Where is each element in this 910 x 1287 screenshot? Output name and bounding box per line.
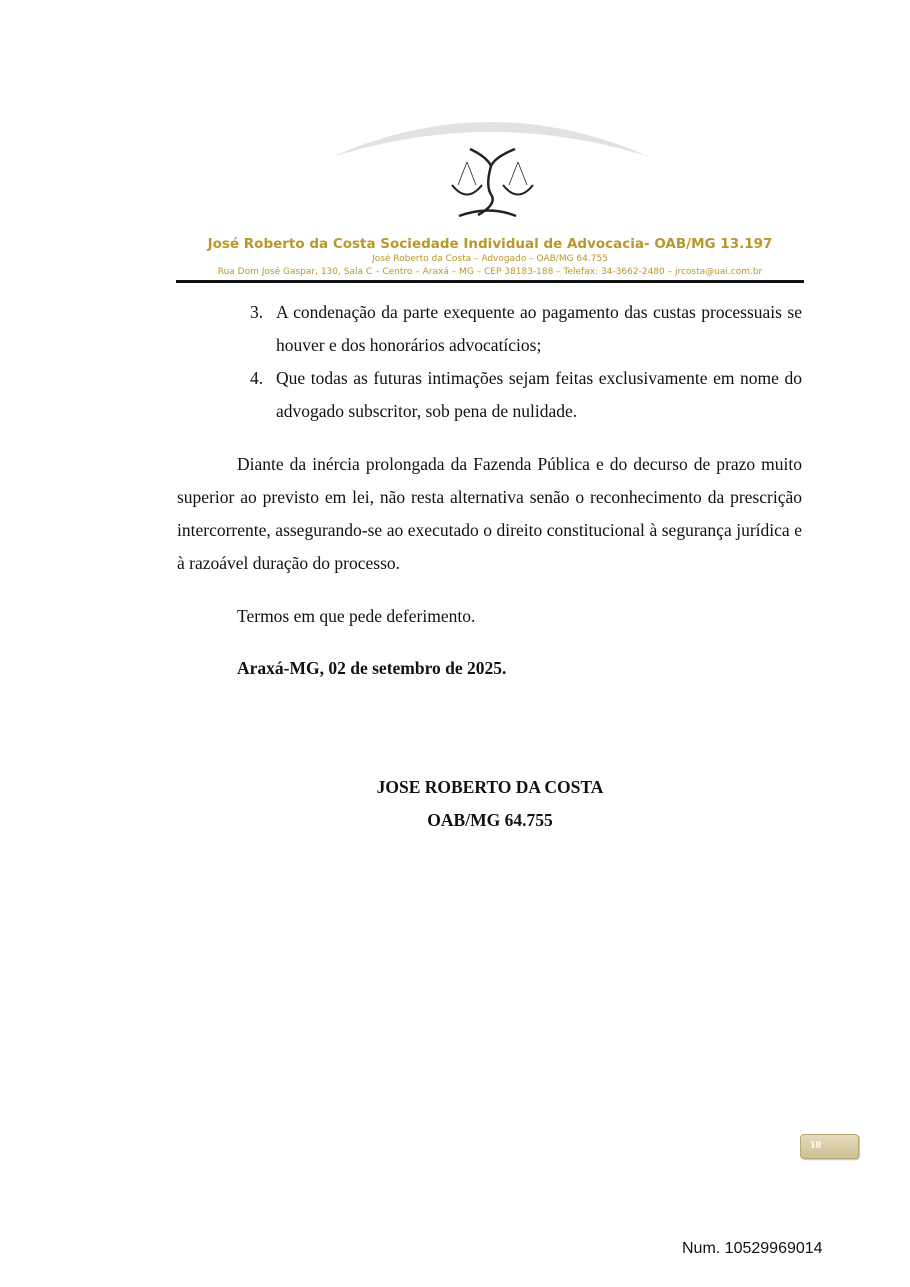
lawyer-subtitle: José Roberto da Costa – Advogado – OAB/MG 64.755 [372,254,608,264]
scales-of-justice-icon [330,112,655,227]
list-item [250,296,802,362]
header-divider [176,280,804,283]
firm-name: José Roberto da Costa Sociedade Individual de Advocacia- OAB/MG 13.197 [207,236,773,252]
list-item-number: 4. [250,368,264,388]
list-item [250,362,802,428]
signature-name: JOSE ROBERTO DA COSTA [376,777,604,797]
page-number-badge [800,1134,859,1159]
list-item-text: A condenação da parte exequente ao pagamento das custas processuais se houver e dos honorários advocatícios; [276,302,802,355]
document-number: Num. 10529969014 [682,1240,823,1257]
firm-address: Rua Dom José Gaspar, 130, Sala C – Centro – Araxá – MG – CEP 38183-188 – Telefax: 34-3662-2480 – jrcosta@uai.com.br [217,267,763,277]
list-item-number: 3. [250,302,264,322]
closing-line: Termos em que pede deferimento. [237,606,476,626]
body-paragraph: Diante da inércia prolongada da Fazenda Pública e do decurso de prazo muito superior ao previsto em lei, não resta alternativa senão o reconhecimento da prescrição intercorrente, assegurando-se ao executado o direito constitucional à segurança jurídica e à razoável duração do processo. [177,454,802,573]
date-line: Araxá-MG, 02 de setembro de 2025. [237,658,507,678]
page-number: 18 [810,1139,821,1151]
signature-oab: OAB/MG 64.755 [427,810,553,830]
list-item-text: Que todas as futuras intimações sejam feitas exclusivamente em nome do advogado subscritor, sob pena de nulidade. [276,368,802,421]
